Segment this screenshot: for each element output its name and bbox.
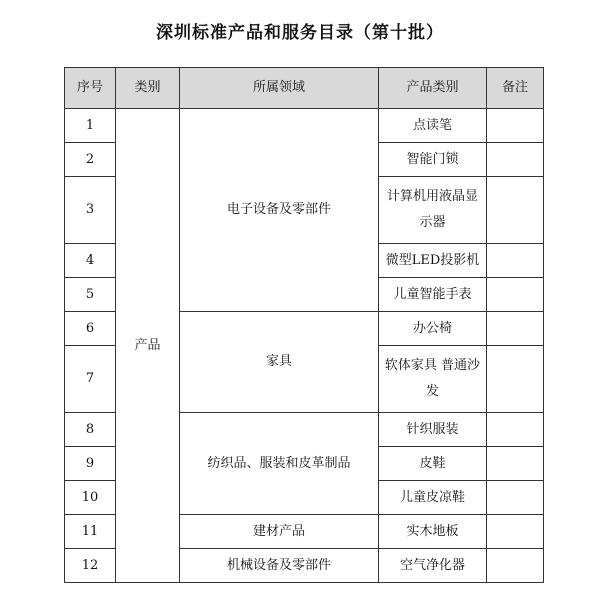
remark-cell	[487, 244, 544, 278]
product-cell: 实木地板	[379, 515, 487, 549]
remark-cell	[487, 109, 544, 143]
field-cell: 家具	[180, 312, 379, 413]
field-cell: 电子设备及零部件	[180, 109, 379, 312]
remark-cell	[487, 143, 544, 177]
product-cell: 空气净化器	[379, 549, 487, 583]
product-cell: 皮鞋	[379, 447, 487, 481]
row-index: 1	[65, 109, 116, 143]
row-index: 4	[65, 244, 116, 278]
catalog-table	[64, 67, 544, 583]
remark-cell	[487, 346, 544, 413]
remark-cell	[487, 312, 544, 346]
row-index: 11	[65, 515, 116, 549]
header-row	[65, 68, 544, 109]
header-remark: 备注	[487, 68, 544, 109]
product-cell: 针织服装	[379, 413, 487, 447]
row-index: 10	[65, 481, 116, 515]
product-cell: 软体家具 普通沙发	[379, 346, 487, 413]
field-cell: 纺织品、服装和皮革制品	[180, 413, 379, 515]
product-cell: 智能门锁	[379, 143, 487, 177]
product-cell: 办公椅	[379, 312, 487, 346]
field-cell: 建材产品	[180, 515, 379, 549]
row-index: 9	[65, 447, 116, 481]
remark-cell	[487, 413, 544, 447]
row-index: 12	[65, 549, 116, 583]
product-cell: 微型LED投影机	[379, 244, 487, 278]
row-index: 6	[65, 312, 116, 346]
header-product: 产品类别	[379, 68, 487, 109]
row-index: 5	[65, 278, 116, 312]
header-type: 类别	[116, 68, 180, 109]
row-index: 2	[65, 143, 116, 177]
row-index: 3	[65, 177, 116, 244]
remark-cell	[487, 177, 544, 244]
category-cell: 产品	[116, 109, 180, 583]
row-index: 8	[65, 413, 116, 447]
remark-cell	[487, 481, 544, 515]
product-cell: 儿童皮凉鞋	[379, 481, 487, 515]
header-index: 序号	[65, 68, 116, 109]
remark-cell	[487, 278, 544, 312]
field-cell: 机械设备及零部件	[180, 549, 379, 583]
table-row	[65, 109, 544, 143]
remark-cell	[487, 515, 544, 549]
document-title: 深圳标准产品和服务目录（第十批）	[156, 23, 444, 43]
remark-cell	[487, 447, 544, 481]
product-cell: 计算机用液晶显示器	[379, 177, 487, 244]
header-field: 所属领域	[180, 68, 379, 109]
product-cell: 儿童智能手表	[379, 278, 487, 312]
remark-cell	[487, 549, 544, 583]
product-cell: 点读笔	[379, 109, 487, 143]
row-index: 7	[65, 346, 116, 413]
